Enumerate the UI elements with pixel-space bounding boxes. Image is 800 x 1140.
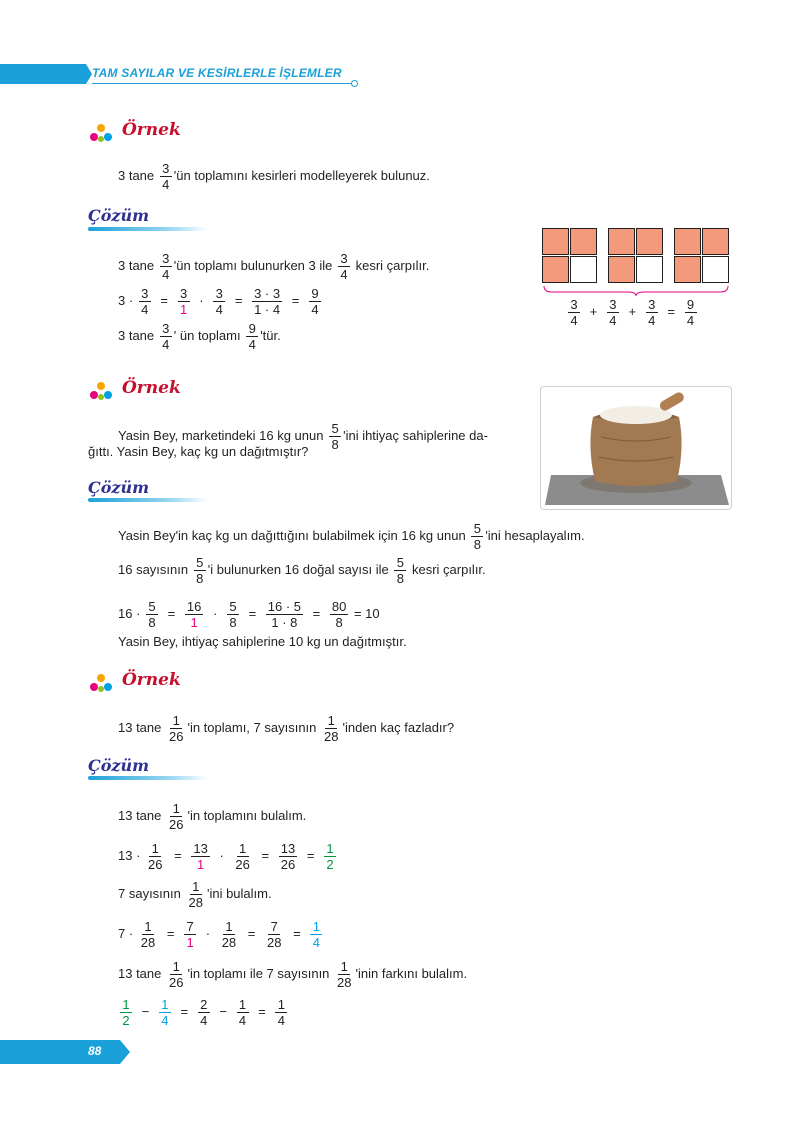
example2-solution-line1: Yasin Bey'in kaç kg un dağıttığını bulabilmek için 16 kg unun $\frac{5}{8}$ 'ini hesaplayalım. (118, 521, 585, 552)
example3-step2: 13 · $\frac{1}{26}$ = $\frac{13}{1}$ · $\frac{1}{26}$ = $\frac{13}{26}$ = $\frac{1}{2}$ (118, 842, 338, 871)
fraction: $\frac{3}{4}$ (160, 162, 172, 191)
model-quarter (636, 256, 663, 283)
model-square (542, 228, 598, 284)
chapter-title: TAM SAYILAR VE KESİRLERLE İŞLEMLER (92, 66, 342, 80)
example3-step6: $\frac{1}{2}$ − $\frac{1}{4}$ = $\frac{2}{4}$ − $\frac{1}{4}$ = $\frac{1}{4}$ (118, 998, 289, 1027)
model-quarter (636, 228, 663, 255)
page-number-tab (0, 1040, 130, 1064)
example2-solution-line2: 16 sayısının $\frac{5}{8}$ 'i bulunurken 16 doğal sayısı ile $\frac{5}{8}$ kesri çarpılır. (118, 555, 486, 586)
example1-question: 3 tane $\frac{3}{4}$ 'ün toplamını kesirleri modelleyerek bulunuz. (118, 161, 430, 192)
fraction-model (542, 228, 732, 286)
header-dot (351, 80, 358, 87)
example1-solution-line1: 3 tane $\frac{3}{4}$ 'ün toplamı bulunurken 3 ile $\frac{3}{4}$ kesri çarpılır. (118, 251, 430, 282)
model-quarter (570, 228, 597, 255)
solution-underline (88, 498, 208, 502)
model-quarter (570, 256, 597, 283)
solution-heading: Çözüm (88, 206, 150, 225)
header-rule (92, 83, 352, 84)
example3-step3: 7 sayısının $\frac{1}{28}$ 'ini bulalım. (118, 879, 272, 910)
example-icon (88, 672, 114, 694)
flour-sack-image (540, 386, 732, 510)
solution-underline (88, 776, 208, 780)
example-icon (88, 380, 114, 402)
model-quarter (702, 228, 729, 255)
model-square (608, 228, 664, 284)
model-quarter (674, 256, 701, 283)
model-brace (542, 284, 730, 296)
model-square (674, 228, 730, 284)
example2-question-line1: Yasin Bey, marketindeki 16 kg unun $\frac{5}{8}$ 'ini ihtiyaç sahiplerine da- (118, 421, 488, 452)
example-heading: Örnek (122, 120, 181, 140)
example3-question: 13 tane $\frac{1}{26}$ 'in toplamı, 7 sayısının $\frac{1}{28}$ 'inden kaç fazladır? (118, 713, 455, 744)
page-number: 88 (88, 1044, 102, 1058)
model-quarter (608, 256, 635, 283)
solution-underline (88, 227, 208, 231)
model-quarter (674, 228, 701, 255)
model-quarter (608, 228, 635, 255)
model-quarter (542, 228, 569, 255)
example2-solution-line4: Yasin Bey, ihtiyaç sahiplerine 10 kg un dağıtmıştır. (118, 634, 407, 649)
example2-solution-line3: 16 · $\frac{5}{8}$ = $\frac{16}{1}$ · $\frac{5}{8}$ = $\frac{16 \cdot 5}{1 \cdot 8}$ = $\frac{80}{8}$ = 10 (118, 599, 380, 630)
solution-heading: Çözüm (88, 478, 150, 497)
example-heading: Örnek (122, 378, 181, 398)
example1-solution-line2: 3 · $\frac{3}{4}$ = $\frac{3}{1}$ · $\frac{3}{4}$ = $\frac{3 \cdot 3}{1 \cdot 4}$ = $\frac{9}{4}$ (118, 287, 323, 316)
model-sum: $\frac{3}{4}$ + $\frac{3}{4}$ + $\frac{3}{4}$ = $\frac{9}{4}$ (566, 298, 699, 327)
example3-step4: 7 · $\frac{1}{28}$ = $\frac{7}{1}$ · $\frac{1}{28}$ = $\frac{7}{28}$ = $\frac{1}{4}$ (118, 920, 324, 949)
example3-step5: 13 tane $\frac{1}{26}$ 'in toplamı ile 7 sayısının $\frac{1}{28}$ 'inin farkını bulalım. (118, 959, 468, 990)
example-heading: Örnek (122, 670, 181, 690)
example-icon (88, 122, 114, 144)
example2-question-line2: ğıttı. Yasin Bey, kaç kg un dağıtmıştır? (88, 444, 309, 459)
example1-solution-line3: 3 tane $\frac{3}{4}$ ' ün toplamı $\frac{9}{4}$ 'tür. (118, 321, 281, 352)
example3-step1: 13 tane $\frac{1}{26}$ 'in toplamını bulalım. (118, 801, 307, 832)
model-quarter (702, 256, 729, 283)
model-quarter (542, 256, 569, 283)
solution-heading: Çözüm (88, 756, 150, 775)
